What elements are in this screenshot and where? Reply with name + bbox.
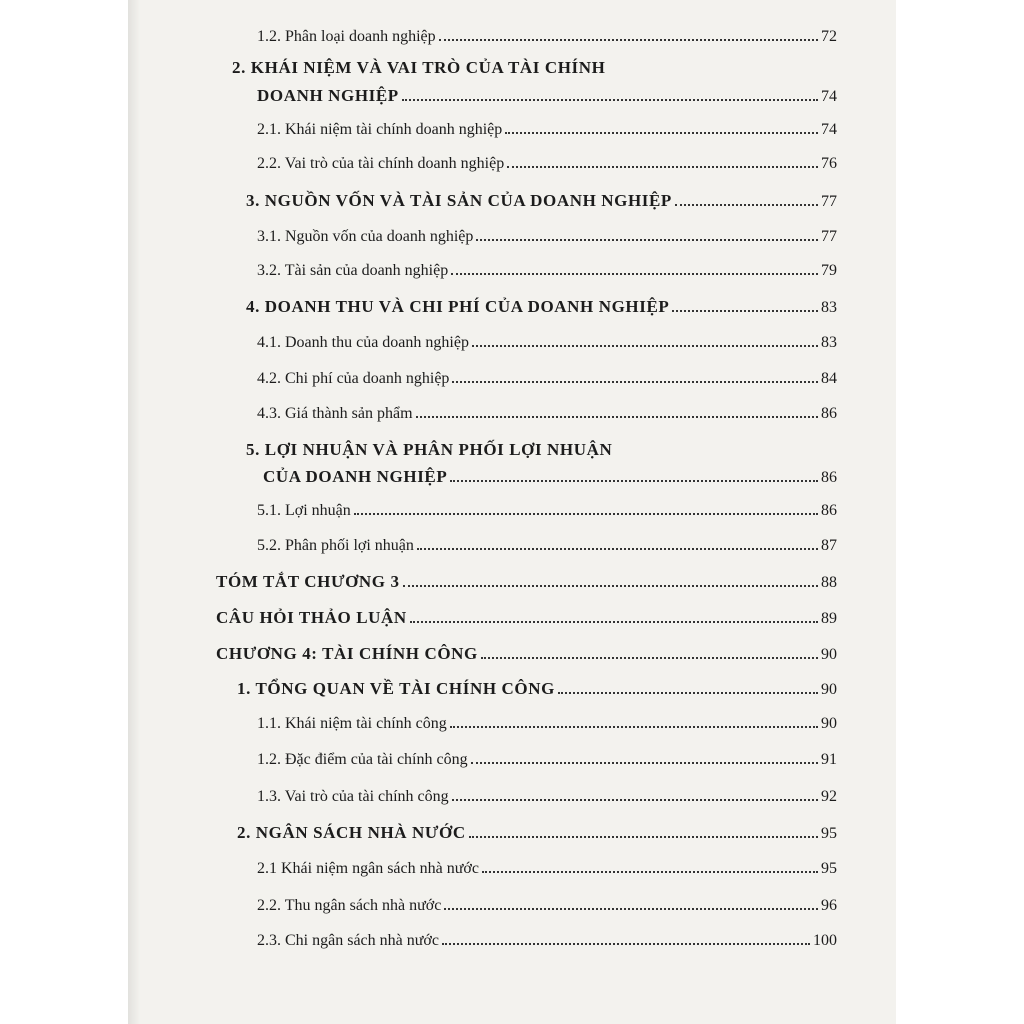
toc-entry bbox=[257, 155, 837, 173]
leader-dots bbox=[439, 38, 818, 41]
toc-entry-page: 89 bbox=[821, 610, 837, 627]
leader-dots bbox=[672, 309, 818, 312]
toc-section-heading-line1: 5. LỢI NHUẬN VÀ PHÂN PHỐI LỢI NHUẬN bbox=[246, 440, 613, 459]
toc-entry-label: 2. NGÂN SÁCH NHÀ NƯỚC bbox=[237, 823, 466, 842]
leader-dots bbox=[450, 479, 818, 482]
toc-entry-label: 4.1. Doanh thu của doanh nghiệp bbox=[257, 334, 469, 351]
leader-dots bbox=[444, 907, 818, 910]
toc-entry-label: 2.2. Vai trò của tài chính doanh nghiệp bbox=[257, 155, 505, 172]
toc-entry-page: 90 bbox=[821, 715, 837, 732]
toc-entry-page: 72 bbox=[821, 28, 837, 45]
toc-entry bbox=[257, 121, 837, 139]
toc-entry-page: 83 bbox=[821, 334, 837, 351]
toc-entry bbox=[257, 932, 837, 950]
toc-chapter-entry bbox=[216, 644, 837, 664]
leader-dots bbox=[450, 725, 818, 728]
toc-section-heading bbox=[237, 679, 837, 699]
leader-dots bbox=[558, 691, 818, 694]
toc-entry-label: 2.3. Chi ngân sách nhà nước bbox=[257, 932, 439, 949]
leader-dots bbox=[481, 656, 818, 659]
toc-entry-label: 1.2. Đặc điểm của tài chính công bbox=[257, 751, 468, 768]
toc-entry-label: 1.3. Vai trò của tài chính công bbox=[257, 788, 449, 805]
toc-entry-label: 4. DOANH THU VÀ CHI PHÍ CỦA DOANH NGHIỆP bbox=[246, 297, 670, 316]
toc-chapter-entry bbox=[216, 608, 837, 628]
toc-entry-label: 2.2. Thu ngân sách nhà nước bbox=[257, 897, 442, 914]
toc-entry-page: 74 bbox=[821, 88, 837, 105]
leader-dots bbox=[410, 620, 818, 623]
toc-section-heading bbox=[237, 823, 837, 843]
toc-entry-page: 74 bbox=[821, 121, 837, 138]
leader-dots bbox=[452, 798, 818, 801]
toc-entry-page: 84 bbox=[821, 370, 837, 387]
toc-entry-label: 2.1 Khái niệm ngân sách nhà nước bbox=[257, 860, 479, 877]
toc-entry-page: 79 bbox=[821, 262, 837, 279]
toc-section-heading bbox=[246, 297, 837, 317]
leader-dots bbox=[354, 512, 818, 515]
toc-chapter-entry bbox=[216, 572, 837, 592]
toc-entry bbox=[257, 751, 837, 769]
leader-dots bbox=[482, 870, 818, 873]
toc-entry bbox=[257, 405, 837, 423]
toc-entry-page: 86 bbox=[821, 502, 837, 519]
leader-dots bbox=[402, 98, 818, 101]
toc-entry bbox=[257, 715, 837, 733]
leader-dots bbox=[507, 165, 818, 168]
leader-dots bbox=[675, 203, 818, 206]
toc-entry-page: 95 bbox=[821, 860, 837, 877]
toc-entry bbox=[257, 262, 837, 280]
toc-entry bbox=[257, 860, 837, 878]
toc-entry bbox=[257, 228, 837, 246]
toc-entry-label: 2.1. Khái niệm tài chính doanh nghiệp bbox=[257, 121, 503, 138]
toc-entry-label: CÂU HỎI THẢO LUẬN bbox=[216, 608, 407, 627]
leader-dots bbox=[417, 547, 818, 550]
toc-entry-page: 90 bbox=[821, 681, 837, 698]
leader-dots bbox=[451, 272, 818, 275]
toc-entry-label: CHƯƠNG 4: TÀI CHÍNH CÔNG bbox=[216, 644, 478, 663]
toc-entry-label: TÓM TẮT CHƯƠNG 3 bbox=[216, 572, 400, 591]
leader-dots bbox=[403, 584, 818, 587]
toc-entry-label: 3.1. Nguồn vốn của doanh nghiệp bbox=[257, 228, 474, 245]
toc-section-heading bbox=[246, 191, 837, 211]
toc-entry bbox=[257, 788, 837, 806]
toc-section-heading bbox=[257, 86, 837, 106]
toc-entry-page: 90 bbox=[821, 646, 837, 663]
leader-dots bbox=[452, 380, 818, 383]
toc-entry-label: 5.1. Lợi nhuận bbox=[257, 502, 351, 519]
leader-dots bbox=[469, 835, 818, 838]
toc-entry-label: 1.2. Phân loại doanh nghiệp bbox=[257, 28, 436, 45]
toc-entry bbox=[257, 537, 837, 555]
leader-dots bbox=[416, 415, 818, 418]
leader-dots bbox=[476, 238, 818, 241]
toc-entry-label: 4.2. Chi phí của doanh nghiệp bbox=[257, 370, 450, 387]
leader-dots bbox=[472, 344, 818, 347]
toc-entry-label: 3. NGUỒN VỐN VÀ TÀI SẢN CỦA DOANH NGHIỆP bbox=[246, 191, 672, 210]
toc-entry bbox=[257, 502, 837, 520]
toc-entry-label: 3.2. Tài sản của doanh nghiệp bbox=[257, 262, 449, 279]
toc-entry-page: 96 bbox=[821, 897, 837, 914]
book-page bbox=[128, 0, 896, 1024]
toc-entry-label: 1. TỔNG QUAN VỀ TÀI CHÍNH CÔNG bbox=[237, 679, 555, 698]
toc-entry-page: 83 bbox=[821, 299, 837, 316]
page-gutter-shadow bbox=[128, 0, 140, 1024]
toc-entry-page: 86 bbox=[821, 405, 837, 422]
toc-entry-page: 92 bbox=[821, 788, 837, 805]
toc-entry-page: 87 bbox=[821, 537, 837, 554]
toc-section-heading bbox=[263, 467, 837, 487]
toc-entry bbox=[257, 334, 837, 352]
leader-dots bbox=[471, 761, 818, 764]
toc-entry-page: 77 bbox=[821, 193, 837, 210]
toc-entry-page: 77 bbox=[821, 228, 837, 245]
toc-entry-label: 1.1. Khái niệm tài chính công bbox=[257, 715, 447, 732]
toc-entry bbox=[257, 28, 837, 46]
toc-entry-label: CỦA DOANH NGHIỆP bbox=[263, 467, 448, 486]
toc-entry-label: 5.2. Phân phối lợi nhuận bbox=[257, 537, 414, 554]
toc-entry-page: 88 bbox=[821, 574, 837, 591]
toc-section-heading-line1: 2. KHÁI NIỆM VÀ VAI TRÒ CỦA TÀI CHÍNH bbox=[232, 58, 606, 77]
toc-entry-page: 91 bbox=[821, 751, 837, 768]
toc-entry-page: 76 bbox=[821, 155, 837, 172]
toc-entry-label: DOANH NGHIỆP bbox=[257, 86, 399, 105]
toc-entry bbox=[257, 897, 837, 915]
toc-entry bbox=[257, 370, 837, 388]
toc-entry-page: 100 bbox=[813, 932, 837, 949]
toc-entry-page: 86 bbox=[821, 469, 837, 486]
leader-dots bbox=[505, 131, 818, 134]
leader-dots bbox=[442, 942, 810, 945]
toc-entry-page: 95 bbox=[821, 825, 837, 842]
toc-entry-label: 4.3. Giá thành sản phẩm bbox=[257, 405, 413, 422]
